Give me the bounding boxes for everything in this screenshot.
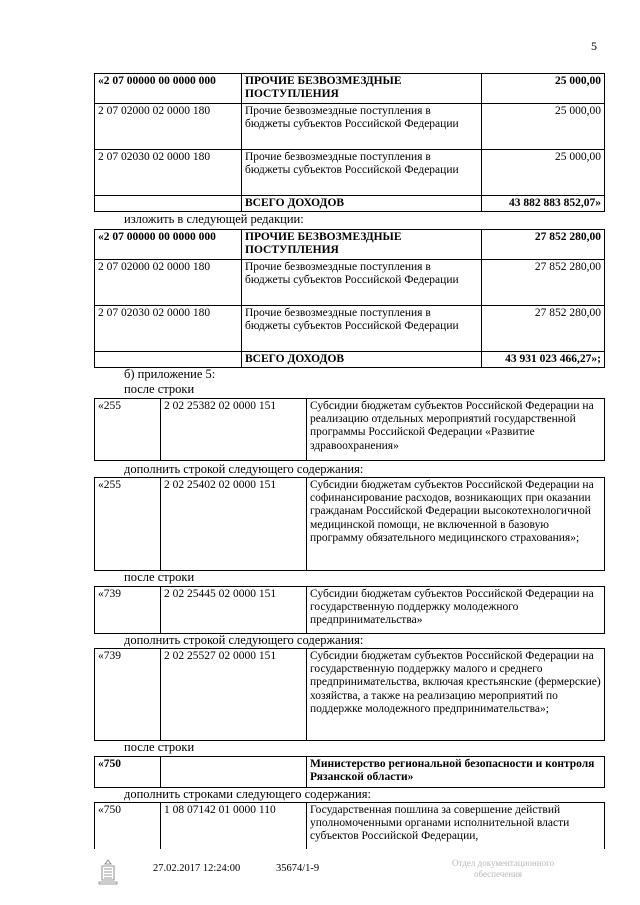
budget-code-cell: 2 02 25445 02 0000 151 [161,587,307,634]
revenue-table-old [94,73,605,212]
name-cell: Прочие безвозмездные поступления в бюджеты субъектов Российской Федерации [242,306,482,352]
amount-cell: 43 882 883 852,07» [482,196,605,212]
amount-cell: 25 000,00 [482,104,605,150]
appendix-table-1 [94,398,605,461]
name-cell: ВСЕГО ДОХОДОВ [242,196,482,212]
code-cell [95,196,242,212]
amount-cell: 25 000,00 [482,74,605,104]
name-cell: Прочие безвозмездные поступления в бюджеты субъектов Российской Федерации [242,260,482,306]
admin-code-cell: «739 [95,649,161,741]
table-row [95,150,605,196]
admin-code-cell: «255 [95,399,161,461]
footer-doc-number: 35674/1-9 [276,863,320,874]
code-cell: «2 07 00000 00 0000 000 [95,230,242,260]
after-line-label: после строки [124,382,195,396]
revenue-table-new [94,229,605,368]
admin-code-cell: «739 [95,587,161,634]
code-cell: 2 07 02030 02 0000 180 [95,150,242,196]
amount-cell: 27 852 280,00 [482,260,605,306]
add-line-label: дополнить строкой следующего содержания: [124,462,364,476]
code-cell: 2 07 02000 02 0000 180 [95,104,242,150]
name-cell: ПРОЧИЕ БЕЗВОЗМЕЗДНЫЕ ПОСТУПЛЕНИЯ [242,74,482,104]
amount-cell: 27 852 280,00 [482,306,605,352]
table-row [95,230,605,260]
department-stamp-line2: обеспечения [474,869,523,879]
code-cell: 2 07 02030 02 0000 180 [95,306,242,352]
admin-code-cell: «750 [95,803,161,849]
footer-department-stamp [452,858,554,880]
budget-code-cell [161,757,307,788]
name-cell: ПРОЧИЕ БЕЗВОЗМЕЗДНЫЕ ПОСТУПЛЕНИЯ [242,230,482,260]
budget-code-cell: 1 08 07142 01 0000 110 [161,803,307,849]
description-cell: Субсидии бюджетам субъектов Российской Федерации на государственную поддержку малого и среднего предпринимательства, включая крестьянские (фермерские) хозяйства, а также на реализацию мероприятий по поддержке молодежного предпринимательства»; [307,649,605,741]
code-cell [95,352,242,368]
appendix-table-6 [94,802,605,849]
appendix-table-3 [94,586,605,634]
table-row [95,196,605,212]
add-line-label: дополнить строкой следующего содержания: [124,633,364,647]
amount-cell: 43 931 023 466,27»; [482,352,605,368]
admin-code-cell: «255 [95,478,161,571]
amount-cell: 27 852 280,00 [482,230,605,260]
table-row [95,104,605,150]
add-lines-label: дополнить строками следующего содержания: [124,787,371,801]
admin-code-cell: «750 [95,757,161,788]
description-cell: Субсидии бюджетам субъектов Российской Федерации на государственную поддержку молодежного предпринимательства» [307,587,605,634]
amount-cell: 25 000,00 [482,150,605,196]
page-number: 5 [591,39,597,53]
appendix-table-2 [94,477,605,571]
department-stamp-line1: Отдел документационного [452,858,555,868]
table-row [95,352,605,368]
name-cell: Прочие безвозмездные поступления в бюджеты субъектов Российской Федерации [242,104,482,150]
table-row [95,74,605,104]
after-line-label: после строки [124,740,195,754]
name-cell: Прочие безвозмездные поступления в бюджеты субъектов Российской Федерации [242,150,482,196]
phrase-new-edition: изложить в следующей редакции: [124,212,304,226]
footer-datetime: 27.02.2017 12:24:00 [153,863,241,874]
budget-code-cell: 2 02 25527 02 0000 151 [161,649,307,741]
budget-code-cell: 2 02 25382 02 0000 151 [161,399,307,461]
code-cell: «2 07 00000 00 0000 000 [95,74,242,104]
name-cell: ВСЕГО ДОХОДОВ [242,352,482,368]
appendix-table-4 [94,648,605,741]
appendix-heading: б) приложение 5: [124,367,216,381]
description-cell: Государственная пошлина за совершение действий уполномоченными органами исполнительной власти субъектов Российской Федерации, [307,803,605,849]
ministry-name-cell: Министерство региональной безопасности и контроля Рязанской области» [307,757,605,788]
after-line-label: после строки [124,570,195,584]
table-row [95,260,605,306]
budget-code-cell: 2 02 25402 02 0000 151 [161,478,307,571]
registration-stamp-icon [96,858,120,886]
table-row [95,306,605,352]
code-cell: 2 07 02000 02 0000 180 [95,260,242,306]
description-cell: Субсидии бюджетам субъектов Российской Федерации на реализацию отдельных мероприятий государственной программы Российской Федерации «Развитие здравоохранения» [307,399,605,461]
description-cell: Субсидии бюджетам субъектов Российской Федерации на софинансирование расходов, возникающих при оказании гражданам Российской Федерации высокотехнологичной медицинской помощи, не включенной в базовую программу обязательного медицинского страхования»; [307,478,605,571]
appendix-table-5 [94,756,605,788]
